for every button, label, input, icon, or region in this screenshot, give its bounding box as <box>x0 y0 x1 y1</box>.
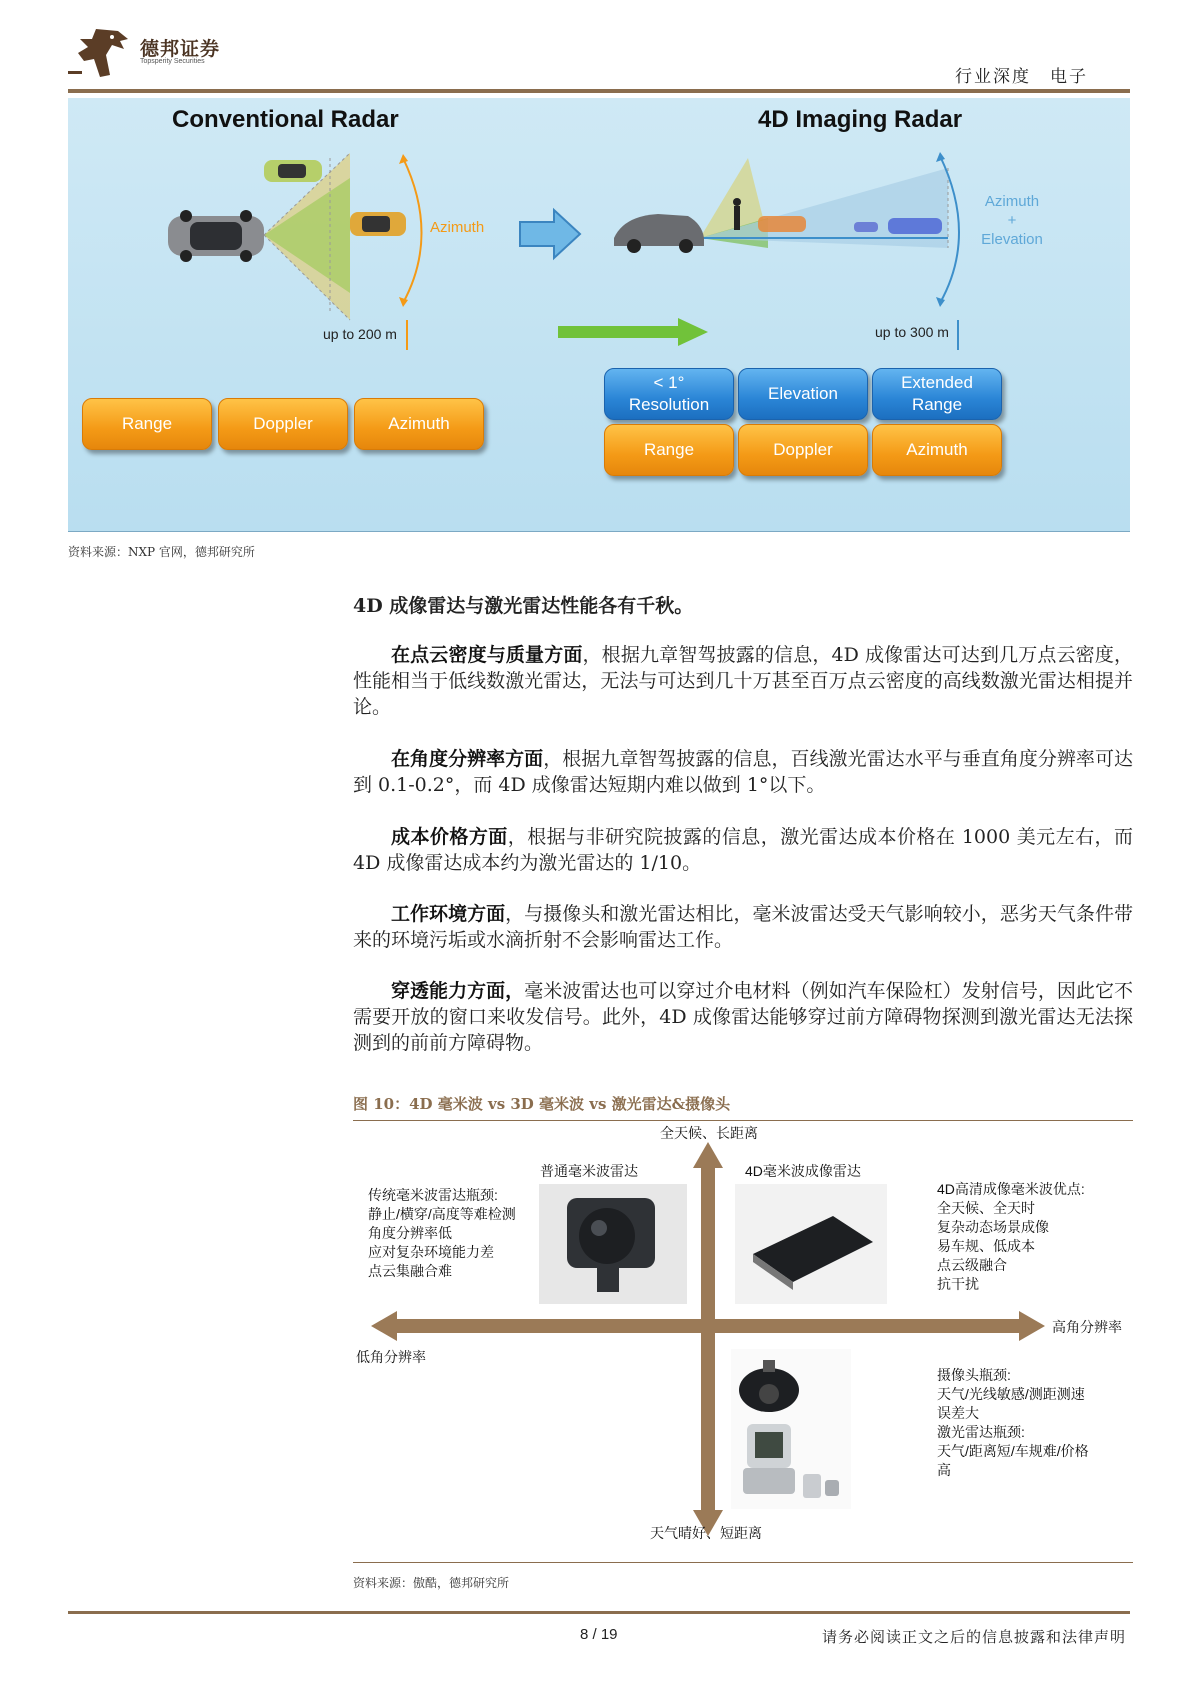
paragraph-point-cloud <box>353 642 1133 720</box>
pill-azimuth-left: Azimuth <box>354 398 484 450</box>
target-car-green-icon <box>264 160 322 182</box>
note-traditional-3: 应对复杂环境能力差 <box>368 1244 494 1260</box>
vertical-axis-arrow <box>693 1142 723 1536</box>
report-section-label: 行业深度 电子 <box>955 67 1088 87</box>
3d-radar-device-image <box>539 1184 687 1304</box>
paragraph-cost-text: ，根据与非研究院披露的信息，激光雷达成本价格在 1000 美元左右，而 4D 成像雷达成本约为激光雷达的 1/10。 <box>353 826 1133 874</box>
pill-doppler-left: Doppler <box>218 398 348 450</box>
pill-doppler-right: Doppler <box>738 424 868 476</box>
elevation-label: Elevation <box>981 231 1043 248</box>
note-traditional-1: 静止/横穿/高度等难检测 <box>368 1206 516 1222</box>
note-4d-1: 全天候、全天时 <box>937 1200 1035 1216</box>
figure1-source: 资料来源：NXP 官网，德邦研究所 <box>68 545 255 559</box>
figure2-source: 资料来源：傲酷，德邦研究所 <box>353 1576 510 1590</box>
label-4d-radar: 4D毫米波成像雷达 <box>745 1163 861 1179</box>
paragraph-environment-text: ，与摄像头和激光雷达相比，毫米波雷达受天气影响较小，恶劣天气条件带来的环境污垢或水滴折射不会影响雷达工作。 <box>353 903 1133 951</box>
note-traditional-4: 点云集融合难 <box>368 1263 452 1279</box>
figure2-top-rule <box>353 1120 1133 1121</box>
pill-resolution: < 1° Resolution <box>604 368 734 420</box>
point-cloud-car-icon <box>758 216 806 232</box>
legal-disclaimer: 请务必阅读正文之后的信息披露和法律声明 <box>821 1628 1126 1646</box>
azimuth-label-right: Azimuth <box>984 193 1040 210</box>
brand-name-cn: 德邦证券 <box>140 39 221 60</box>
note-4d-title: 4D高清成像毫米波优点: <box>937 1181 1085 1197</box>
axis-label-top: 全天候、长距离 <box>660 1125 758 1141</box>
paragraph-penetration-text: 毫米波雷达也可以穿过介电材料（例如汽车保险杠）发射信号，因此它不需要开放的窗口来收发信号。此外，4D 成像雷达能够穿过前方障碍物探测到激光雷达无法探测到的前前方障碍物。 <box>353 980 1133 1054</box>
paragraph-cost <box>353 824 1133 876</box>
pill-azimuth-right: Azimuth <box>872 424 1002 476</box>
pill-elevation: Elevation <box>738 368 868 420</box>
brand-name-en: Topsperity Securities <box>140 58 205 65</box>
note-4d-3: 易车规、低成本 <box>937 1238 1035 1254</box>
paragraph-angular-resolution-heading: 在角度分辨率方面 <box>391 748 544 770</box>
paragraph-angular-resolution-text: ，根据九章智驾披露的信息，百线激光雷达水平与垂直角度分辨率可达到 0.1-0.2°，而 4D 成像雷达短期内难以做到 1°以下。 <box>353 748 1133 796</box>
note-4d-2: 复杂动态场景成像 <box>937 1219 1049 1235</box>
paragraph-penetration <box>353 978 1133 1056</box>
note-lidar-2: 高 <box>937 1462 951 1478</box>
paragraph-environment <box>353 901 1133 953</box>
notes-traditional-radar <box>368 1186 516 1281</box>
note-4d-5: 抗干扰 <box>937 1276 979 1292</box>
point-cloud-car-blue-icon <box>888 218 942 234</box>
azimuth-label-left: Azimuth <box>430 219 485 236</box>
note-4d-4: 点云级融合 <box>937 1257 1007 1273</box>
figure2-bottom-rule <box>353 1562 1133 1563</box>
azimuth-arc-left <box>403 158 422 303</box>
page-number: 8 / 19 <box>580 1626 618 1643</box>
note-camera-title: 摄像头瓶颈: <box>937 1367 1011 1383</box>
note-lidar-title: 激光雷达瓶颈: <box>937 1424 1025 1440</box>
note-traditional-title: 传统毫米波雷达瓶颈: <box>368 1187 498 1203</box>
paragraph-environment-heading: 工作环境方面 <box>391 903 506 925</box>
section-lead: 4D 成像雷达与激光雷达性能各有千秋。 <box>353 595 694 617</box>
axis-label-right: 高角分辨率 <box>1052 1319 1122 1335</box>
pill-range-right: Range <box>604 424 734 476</box>
radar-comparison-figure <box>68 98 1130 532</box>
notes-camera-lidar <box>937 1366 1089 1480</box>
header-divider <box>68 89 1130 93</box>
figure2-caption: 图 10：4D 毫米波 vs 3D 毫米波 vs 激光雷达&摄像头 <box>353 1095 731 1113</box>
notes-4d-advantages <box>937 1180 1085 1294</box>
paragraph-point-cloud-text: ，根据九章智驾披露的信息，4D 成像雷达可达到几万点云密度，性能相当于低线数激光雷达，无法与可达到几十万甚至百万点云密度的高线数激光雷达相提并论。 <box>353 644 1133 718</box>
camera-lidar-device-image <box>731 1349 851 1509</box>
paragraph-penetration-heading: 穿透能力方面， <box>391 980 525 1002</box>
range-extension-arrow <box>558 318 708 346</box>
imaging-radar-title: 4D Imaging Radar <box>758 106 963 133</box>
note-lidar-1: 天气/距离短/车规难/价格 <box>937 1443 1089 1459</box>
paragraph-angular-resolution <box>353 746 1133 798</box>
company-logo <box>66 25 132 81</box>
axis-label-bottom: 天气晴好、短距离 <box>650 1525 762 1541</box>
paragraph-point-cloud-heading: 在点云密度与质量方面 <box>391 644 583 666</box>
footer-divider <box>68 1611 1130 1614</box>
conventional-radar-title: Conventional Radar <box>172 106 399 133</box>
imaging-range-note: up to 300 m <box>875 324 949 340</box>
host-car-icon <box>168 210 264 262</box>
note-camera-1: 天气/光线敏感/测距测速 <box>937 1386 1085 1402</box>
right-arrow-icon <box>520 210 580 258</box>
point-cloud-bikes-icon <box>854 222 878 232</box>
pedestrian-icon <box>733 198 741 230</box>
pill-range-left: Range <box>82 398 212 450</box>
note-traditional-2: 角度分辨率低 <box>368 1225 452 1241</box>
paragraph-cost-heading: 成本价格方面 <box>391 826 508 848</box>
4d-radar-device-image <box>735 1184 887 1304</box>
pill-extended-range: Extended Range <box>872 368 1002 420</box>
target-car-yellow-icon <box>350 212 406 236</box>
label-3d-radar: 普通毫米波雷达 <box>540 1163 638 1179</box>
note-camera-2: 误差大 <box>937 1405 979 1421</box>
azimuth-elevation-label <box>974 192 1050 249</box>
plus-sign-label: + <box>1007 212 1017 229</box>
imaging-host-car-icon <box>614 214 704 253</box>
axis-label-left: 低角分辨率 <box>356 1349 426 1365</box>
conventional-range-note: up to 200 m <box>323 326 397 342</box>
